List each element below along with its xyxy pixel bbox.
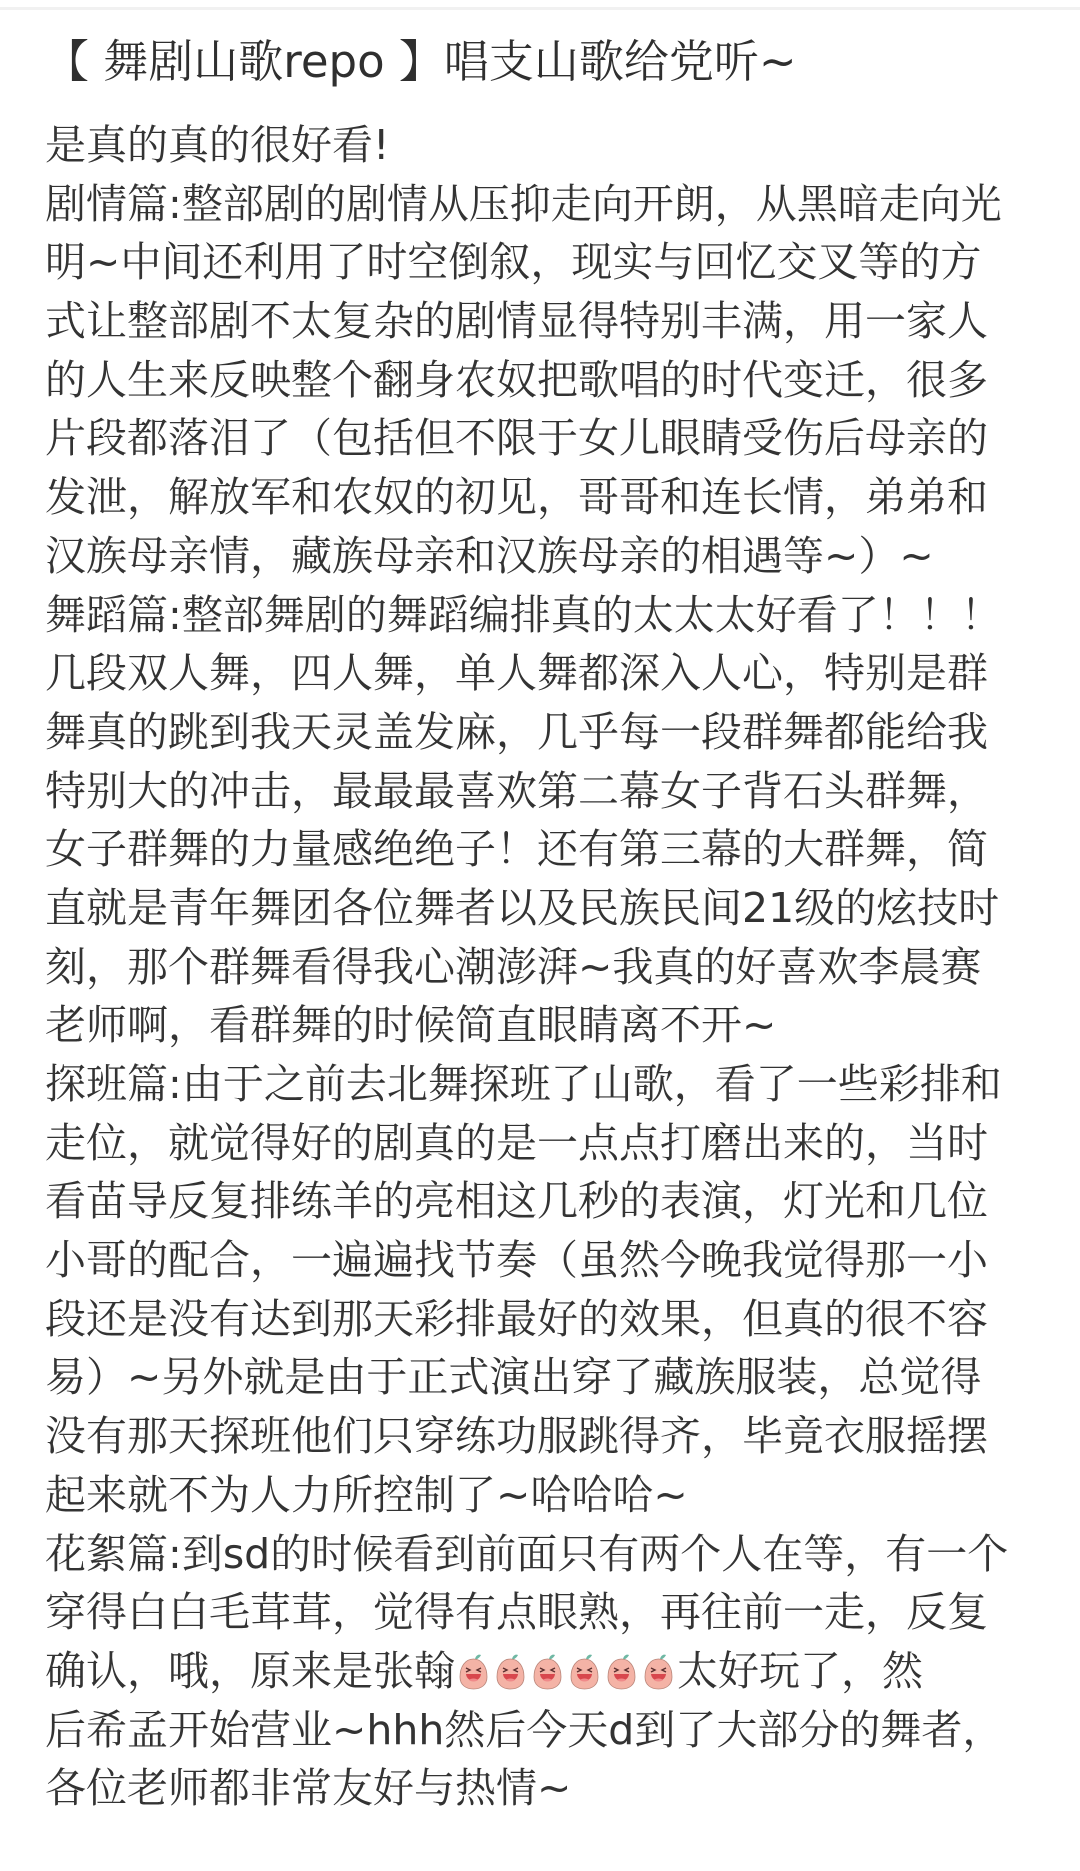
laughing-peach-emoji-icon [642,1653,675,1691]
text-line: 舞真的跳到我天灵盖发麻，几乎每一段群舞都能给我 [45,707,988,756]
emoji-row [455,1647,677,1695]
text-line: 穿得白白毛茸茸，觉得有点眼熟，再往前一走，反复 [45,1588,988,1637]
text-line: 起来就不为人力所控制了~哈哈哈~ [45,1470,688,1519]
text-line: 易）~另外就是由于正式演出穿了藏族服装，总觉得 [45,1353,982,1402]
text-line: 看苗导反复排练羊的亮相这几秒的表演，灯光和几位 [45,1177,988,1226]
post-title: 【 舞剧山歌repo 】唱支山歌给党听~ [44,35,797,88]
text-line: 式让整部剧不太复杂的剧情显得特别丰满，用一家人 [45,297,988,346]
text-line: 汉族母亲情，藏族母亲和汉族母亲的相遇等~）~ [45,531,934,580]
text-line: 舞蹈篇:整部舞剧的舞蹈编排真的太太太好看了！！！ [45,590,1002,639]
text-line: 走位，就觉得好的剧真的是一点点打磨出来的，当时 [45,1118,988,1167]
laughing-peach-emoji-icon [605,1653,638,1691]
laughing-peach-emoji-icon [531,1653,564,1691]
text-line: 刻，那个群舞看得我心潮澎湃~我真的好喜欢李晨赛 [45,942,982,991]
emoji-line [45,1642,1045,1701]
text-line: 老师啊，看群舞的时候简直眼睛离不开~ [45,1001,777,1050]
text-line: 后希孟开始营业~hhh然后今天d到了大部分的舞者， [45,1705,1004,1754]
text-line: 没有那天探班他们只穿练功服跳得齐，毕竟衣服摇摆 [45,1412,988,1461]
text-line: 花絮篇:到sd的时候看到前面只有两个人在等，有一个 [45,1529,1009,1578]
text-line: 段还是没有达到那天彩排最好的效果，但真的很不容 [45,1294,988,1343]
text-line: 几段双人舞，四人舞，单人舞都深入人心，特别是群 [45,649,988,698]
text-line: 发泄，解放军和农奴的初见，哥哥和连长情，弟弟和 [45,473,988,522]
emoji-line-after: 太好玩了，然 [677,1646,923,1695]
text-line: 特别大的冲击，最最最喜欢第二幕女子背石头群舞， [45,766,988,815]
text-line: 剧情篇:整部剧的剧情从压抑走向开朗，从黑暗走向光 [45,179,1002,228]
text-line: 探班篇:由于之前去北舞探班了山歌，看了一些彩排和 [45,1060,1002,1108]
text-line: 的人生来反映整个翻身农奴把歌唱的时代变迁，很多 [45,355,988,404]
text-line: 明~中间还利用了时空倒叙，现实与回忆交叉等的方 [45,238,982,287]
laughing-peach-emoji-icon [494,1653,527,1691]
laughing-peach-emoji-icon [457,1653,490,1691]
text-line: 直就是青年舞团各位舞者以及民族民间21级的炫技时 [45,883,1000,932]
laughing-peach-emoji-icon [568,1653,601,1691]
text-line: 是真的真的很好看! [45,121,390,169]
top-divider [0,7,1080,10]
text-line: 片段都落泪了（包括但不限于女儿眼睛受伤后母亲的 [45,414,988,463]
post-body [45,116,1045,1818]
text-line: 各位老师都非常友好与热情~ [45,1764,572,1813]
text-line: 小哥的配合，一遍遍找节奏（虽然今晚我觉得那一小 [45,1236,988,1285]
text-line: 女子群舞的力量感绝绝子！还有第三幕的大群舞，简 [45,825,988,874]
emoji-line-before: 确认，哦，原来是张翰 [45,1646,455,1695]
